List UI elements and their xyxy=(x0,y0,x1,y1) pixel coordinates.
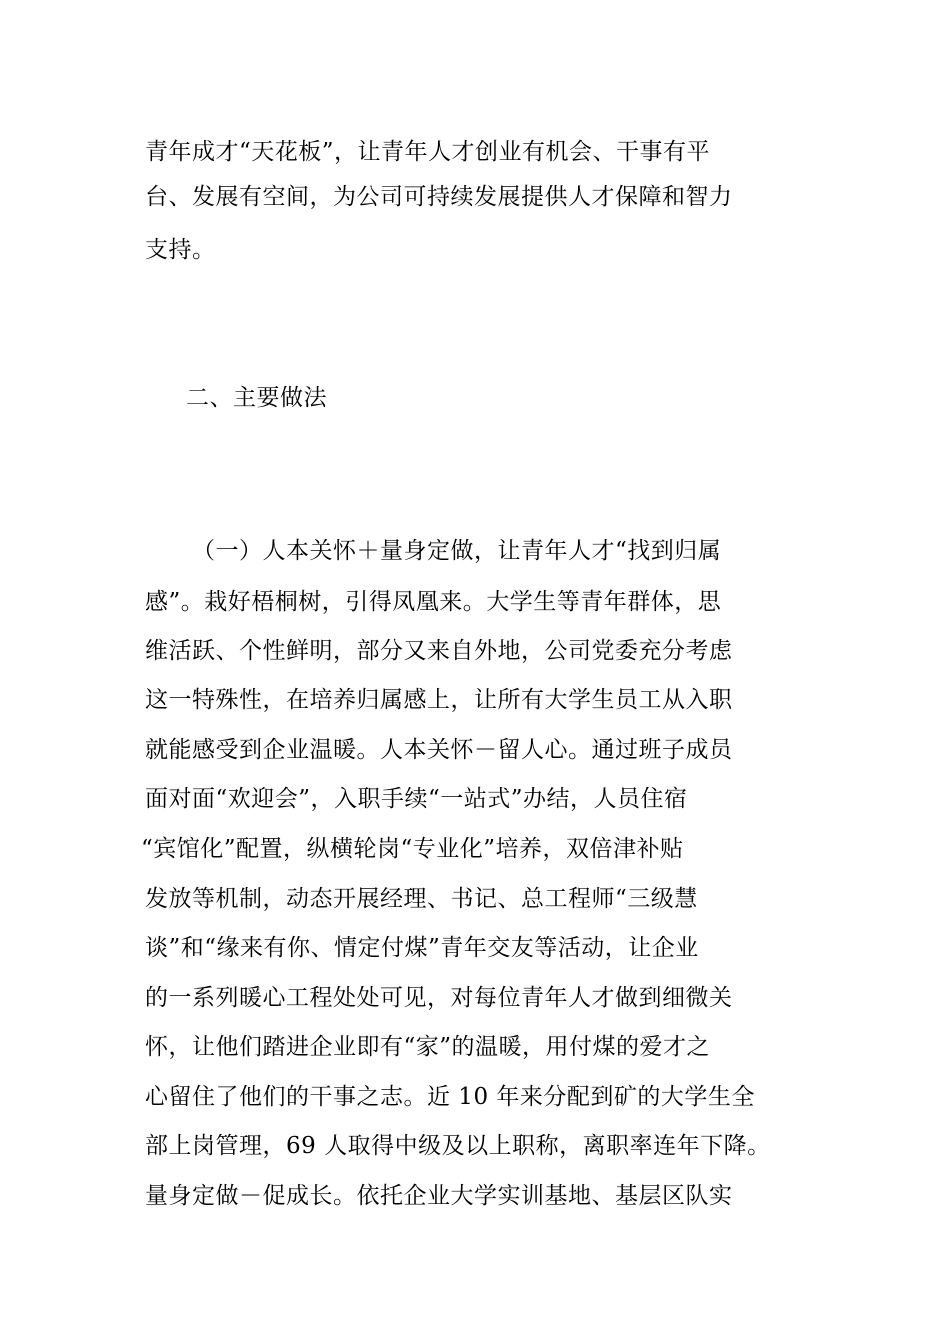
intro-line-1: 青年成才“天花板”，让青年人才创业有机会、干事有平 xyxy=(145,139,711,165)
body-line-3: 维活跃、个性鲜明，部分又来自外地，公司党委充分考虑 xyxy=(145,638,733,664)
body-line-9: 谈”和“缘来有你、情定付煤”青年交友等活动，让企业 xyxy=(145,935,699,961)
body-line-11: 怀，让他们踏进企业即有“家”的温暖，用付煤的爱才之 xyxy=(145,1034,711,1060)
body-line-1: （一）人本关怀＋量身定做，让青年人才“找到归属 xyxy=(192,538,722,564)
body-line-8: 发放等机制，动态开展经理、书记、总工程师“三级慧 xyxy=(145,886,698,912)
intro-line-2: 台、发展有空间，为公司可持续发展提供人才保障和智力 xyxy=(145,184,733,210)
body-line-10: 的一系列暖心工程处处可见，对每位青年人才做到细微关 xyxy=(145,985,733,1011)
body-line-2: 感”。栽好梧桐树，引得凤凰来。大学生等青年群体，思 xyxy=(145,589,722,615)
section-heading: 二、主要做法 xyxy=(186,385,327,411)
body-line-12: 心留住了他们的干事之志。近 10 年来分配到矿的大学生全 xyxy=(145,1084,755,1110)
body-line-13: 部上岗管理，69 人取得中级及以上职称，离职率连年下降。 xyxy=(145,1133,771,1159)
body-line-14: 量身定做－促成长。依托企业大学实训基地、基层区队实 xyxy=(145,1183,733,1209)
body-line-4: 这一特殊性，在培养归属感上，让所有大学生员工从入职 xyxy=(145,687,733,713)
body-line-7: “宾馆化”配置，纵横轮岗“专业化”培养，双倍津补贴 xyxy=(141,836,684,862)
intro-line-3: 支持。 xyxy=(145,237,216,263)
body-line-5: 就能感受到企业温暖。人本关怀－留人心。通过班子成员 xyxy=(145,737,733,763)
body-line-6: 面对面“欢迎会”，入职手续“一站式”办结，人员住宿 xyxy=(145,786,688,812)
